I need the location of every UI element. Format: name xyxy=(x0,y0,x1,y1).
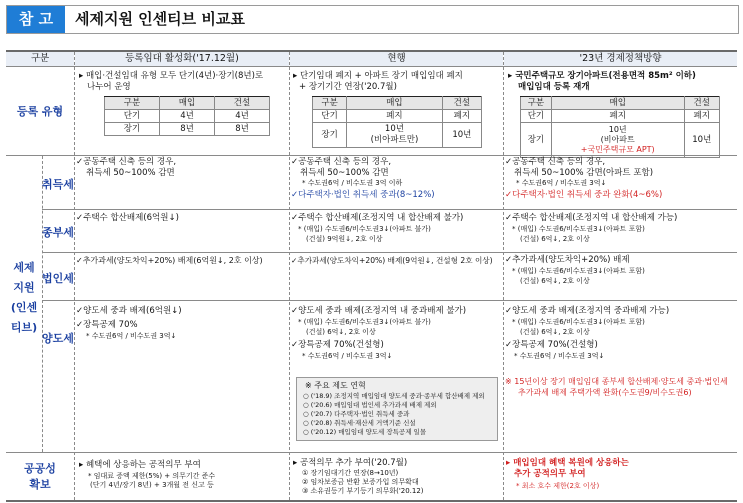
transfer-2023-c: (건설) 6억↓, 2호 이상 xyxy=(520,328,590,336)
cell xyxy=(347,123,443,148)
transfer-2023-note2: 추가과세 배제 주택가액 완화(수도권9/비수도권6) xyxy=(518,388,692,397)
transfer-current-e: * 수도권6억 / 비수도권 3억↓ xyxy=(302,352,393,360)
acq-2017-a: ✓공동주택 신축 등의 경우, xyxy=(76,157,177,167)
th: 매입 xyxy=(551,97,684,110)
transfer-2017-a: ✓양도세 중과 배제(6억원↓) xyxy=(76,306,182,316)
transfer-2023-a: ✓양도세 중과 배제(조정지역 중과배제 가능) xyxy=(505,306,670,316)
cell: 4년 xyxy=(215,110,270,123)
acq-2023-c: * 수도권6억 / 비수도권 3억↓ xyxy=(516,179,607,187)
transfer-current-a: ✓양도세 중과 배제(조정지역 내 중과배제 불가) xyxy=(291,306,467,316)
history-note-text: ('20.6) 매입임대 법인세 추가과세 배제 제외 xyxy=(310,401,437,409)
row-rule-comp xyxy=(42,252,737,253)
corp-current-a: ✓추가과세(양도차익+20%) 배제(9억원↓, 건설형 2호 이상) xyxy=(291,256,493,265)
history-note-text: ('20.7) 다주택자·법인 취득세 중과 xyxy=(310,410,410,418)
reg-current-line1 xyxy=(293,71,463,82)
row-label-transfer-tax: 양도세 xyxy=(42,332,74,345)
header-current: 현행 xyxy=(290,52,503,66)
public-current-a: ▸ 공적의무 추가 부여('20.7월) xyxy=(293,458,408,468)
cell-line: 10년 xyxy=(608,125,627,134)
side-label-line: 티브) xyxy=(10,321,38,334)
cell: 장기 xyxy=(105,123,160,136)
history-note-title: ※ 주요 제도 연혁 xyxy=(305,381,366,390)
transfer-2017-c: * 수도권6억 / 비수도권 3억↓ xyxy=(86,332,177,340)
acq-current-d: ✓다주택자·법인 취득세 중과(8~12%) xyxy=(291,190,435,200)
page-title: 세제지원 인센티브 비교표 xyxy=(75,10,245,28)
comp-current-b: * (매입) 수도권6/비수도권3↓(아파트 불가) xyxy=(298,225,431,233)
row-label-corporate-tax: 법인세 xyxy=(42,272,74,285)
cell: 단기 xyxy=(105,110,160,123)
th: 건설 xyxy=(684,97,719,110)
reg-current-text1: ▸ 단기임대 폐지 + 아파트 장기 매입임대 폐지 xyxy=(293,71,463,81)
row-label-public-interest xyxy=(6,461,74,493)
th: 구분 xyxy=(105,97,160,110)
transfer-current-d: ✓장특공제 70%(건설형) xyxy=(291,340,384,350)
public-current-d: ③ 소유권등기 부기등기 의무화('20.12) xyxy=(302,487,424,495)
cell: 장기 xyxy=(313,123,347,148)
comp-2023-b: * (매입) 수도권6/비수도권3↓(아파트 포함) xyxy=(512,225,645,233)
transfer-current-c: (건설) 6억↓, 2호 이상 xyxy=(306,328,376,336)
cell: 8년 xyxy=(160,123,215,136)
public-current-b: ① 장기임대기간 연장(8→10년) xyxy=(302,469,399,477)
cell xyxy=(551,123,684,158)
header-2023: '23년 경제정책방향 xyxy=(504,52,737,66)
cell-line: (비아파트 xyxy=(600,135,635,144)
comp-2017-a: ✓주택수 합산배제(6억원↓) xyxy=(76,213,179,223)
header-rule xyxy=(6,66,737,67)
history-note-text: ('20.8) 취득세·재산세 거액기준 신설 xyxy=(310,419,416,427)
th: 구분 xyxy=(521,97,552,110)
cell-line: +국민주택규모 APT) xyxy=(580,145,655,154)
acq-current-b: 취득세 50~100% 감면 xyxy=(300,168,389,178)
acq-current-a: ✓공동주택 신축 등의 경우, xyxy=(291,157,392,167)
table-bottom-rule xyxy=(6,500,737,502)
history-note-item: ○ ('18.9) 조정지역 매입임대 양도세 중과·종부세 합산배제 제외 xyxy=(303,392,485,400)
row-rule-acq xyxy=(42,209,737,210)
cell: 단기 xyxy=(521,110,552,123)
cell: 10년 xyxy=(442,123,481,148)
th: 매입 xyxy=(160,97,215,110)
transfer-2023-e: * 수도권6억 / 비수도권 3억↓ xyxy=(514,352,605,360)
public-2023-b: 추가 공적의무 부여 xyxy=(514,469,586,479)
transfer-2023-note1: ※ 15년이상 장기 매입임대 종부세 합산배제·양도세 중과·법인세 xyxy=(505,377,728,386)
corp-2023-c: (건설) 6억↓, 2호 이상 xyxy=(520,277,590,285)
side-label-line: 세제 xyxy=(13,261,35,274)
cell: 폐지 xyxy=(684,110,719,123)
side-label-line: 지원 xyxy=(13,281,35,294)
history-note-item: ○ ('20.8) 취득세·재산세 거액기준 신설 xyxy=(303,419,416,427)
history-note-text: ('20.12) 매입임대 양도세 장특공제 일몰 xyxy=(310,428,427,436)
reg-2023-line1: ▸ 국민주택규모 장기아파트(전용면적 85m² 이하) xyxy=(508,71,696,81)
transfer-current-b: * (매입) 수도권6/비수도권3↓(아파트 불가) xyxy=(298,318,431,326)
public-current-c: ② 임차보증금 반환 보증가입 의무확대 xyxy=(302,478,419,486)
col-sep-side xyxy=(42,156,43,452)
cell: 폐지 xyxy=(347,110,443,123)
history-note-item: ○ ('20.7) 다주택자·법인 취득세 중과 xyxy=(303,410,410,418)
corp-2017-a: ✓추가과세(양도차익+20%) 배제(6억원↓, 2호 이상) xyxy=(76,256,263,265)
comp-current-a: ✓주택수 합산배제(조정지역 내 합산배제 불가) xyxy=(291,213,464,223)
corp-2023-a: ✓추가과세(양도차익+20%) 배제 xyxy=(505,255,630,265)
reg-2017-line1: ▸ 매입·건설임대 유형 모두 단기(4년)·장기(8년)로 xyxy=(79,71,264,81)
reference-badge: 참 고 xyxy=(7,6,65,33)
row-label-acquisition-tax: 취득세 xyxy=(42,178,74,191)
reg-current-table xyxy=(312,96,482,148)
th: 건설 xyxy=(442,97,481,110)
public-2017-b: * 임대료 증액 제한(5%) + 의무기간 준수 xyxy=(88,472,216,480)
public-2023-c: * 최소 호수 제한(2호 이상) xyxy=(516,482,600,490)
cell: 10년 xyxy=(684,123,719,158)
col-sep-1 xyxy=(74,52,75,500)
corp-2023-b: * (매입) 수도권6/비수도권3↓(아파트 포함) xyxy=(512,267,645,275)
public-label-line: 공공성 xyxy=(24,462,56,475)
comp-2023-c: (건설) 6억↓, 2호 이상 xyxy=(520,235,590,243)
th: 구분 xyxy=(313,97,347,110)
th: 매입 xyxy=(347,97,443,110)
public-2017-c: (단기 4년/장기 8년) + 3개월 전 신고 등 xyxy=(90,481,214,489)
cell: 4년 xyxy=(160,110,215,123)
history-note-list xyxy=(303,392,485,437)
col-sep-2 xyxy=(289,52,290,500)
history-note-item: ○ ('20.12) 매입임대 양도세 장특공제 일몰 xyxy=(303,428,427,436)
acq-2017-b: 취득세 50~100% 감면 xyxy=(86,168,175,178)
history-note-item: ○ ('20.6) 매입임대 법인세 추가과세 배제 제외 xyxy=(303,401,437,409)
reg-2017-line2: 나누어 운영 xyxy=(87,82,131,92)
comp-2023-a: ✓주택수 합산배제(조정지역 내 합산배제 가능) xyxy=(505,213,678,223)
acq-2023-d: ✓다주택자·법인 취득세 중과 완화(4~6%) xyxy=(505,190,663,200)
reg-2017-table xyxy=(104,96,270,136)
cell-line: 10년 xyxy=(384,124,404,134)
row-label-comprehensive-tax: 종부세 xyxy=(42,226,74,239)
transfer-2023-d: ✓장특공제 70%(건설형) xyxy=(505,340,598,350)
header-category: 구분 xyxy=(6,52,74,66)
acq-current-c: * 수도권6억 / 비수도권 3억 이하 xyxy=(302,179,403,187)
acq-2023-b: 취득세 50~100% 감면(아파트 포함) xyxy=(514,168,654,178)
row-label-registration: 등록 유형 xyxy=(16,105,64,118)
row-rule-corp xyxy=(42,300,737,301)
acq-2023-a: ✓공동주택 신축 등의 경우, xyxy=(505,157,606,167)
reg-2023-line2: 매입임대 등록 재개 xyxy=(518,82,590,92)
col-sep-3 xyxy=(503,52,504,500)
row-rule-transfer xyxy=(6,452,737,453)
cell-line: (비아파트만) xyxy=(370,135,419,145)
cell: 8년 xyxy=(215,123,270,136)
side-label-tax-support xyxy=(6,258,42,338)
public-label-line: 확보 xyxy=(29,478,51,491)
history-note-text: ('18.9) 조정지역 매입임대 양도세 중과·종부세 합산배제 제외 xyxy=(310,392,485,400)
comp-current-c: (건설) 9억원↓, 2호 이상 xyxy=(306,235,383,243)
th: 건설 xyxy=(215,97,270,110)
reg-current-line2: + 장기기간 연장('20.7월) xyxy=(299,82,397,92)
public-2023-a: ▸ 매입임대 혜택 복원에 상응하는 xyxy=(506,458,629,468)
history-note-box xyxy=(296,377,498,441)
transfer-2017-b: ✓장특공제 70% xyxy=(76,320,138,330)
public-2017-a: ▸ 혜택에 상응하는 공적의무 부여 xyxy=(79,460,201,470)
transfer-2023-b: * (매입) 수도권6/비수도권3↓(아파트 포함) xyxy=(512,318,645,326)
title-bar xyxy=(6,5,739,34)
cell: 단기 xyxy=(313,110,347,123)
cell: 폐지 xyxy=(551,110,684,123)
header-2017: 등록임대 활성화('17.12월) xyxy=(75,52,289,66)
cell: 장기 xyxy=(521,123,552,158)
side-label-line: (인센 xyxy=(10,301,38,314)
cell: 폐지 xyxy=(442,110,481,123)
reg-2023-table xyxy=(520,96,720,158)
